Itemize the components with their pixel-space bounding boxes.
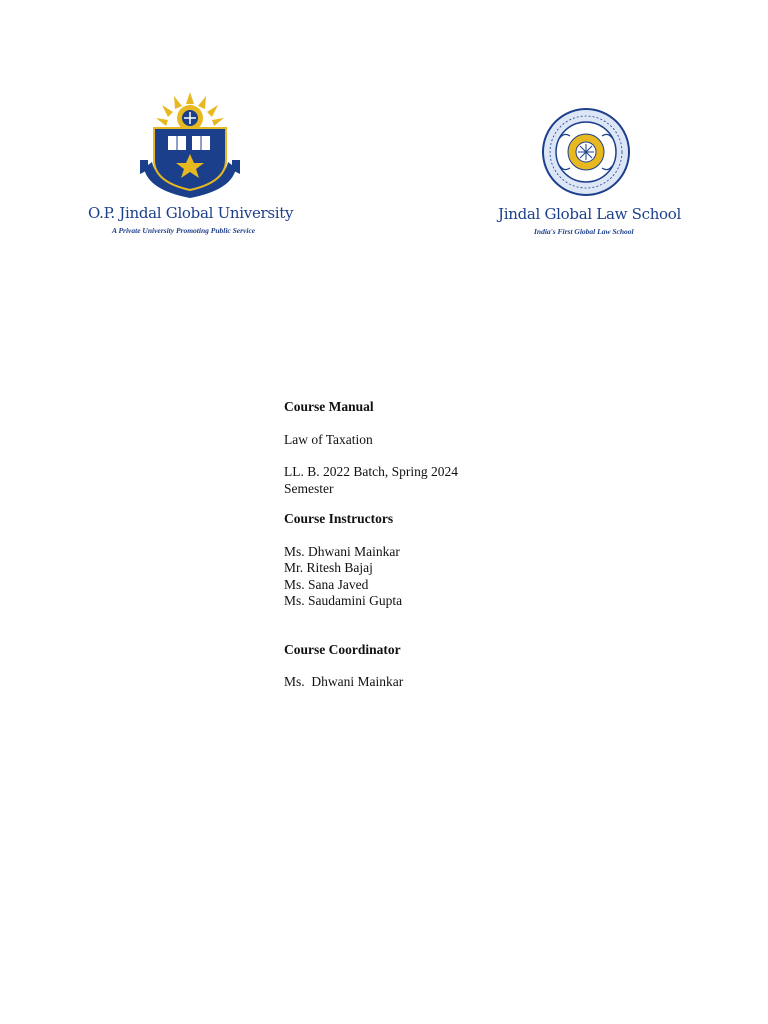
- instructor-name: Ms. Sana Javed: [284, 576, 369, 592]
- law-school-tagline: India's First Global Law School: [534, 227, 634, 236]
- batch-line-1: LL. B. 2022 Batch, Spring 2024: [284, 464, 458, 479]
- university-logo: [88, 90, 292, 240]
- instructor-name: Mr. Ritesh Bajaj: [284, 560, 373, 575]
- coordinator-name: Ms. Dhwani Mainkar: [284, 674, 404, 689]
- law-school-seal-icon: [494, 104, 676, 200]
- course-manual-details: [284, 399, 504, 691]
- instructor-name: Ms. Saudamini Gupta: [284, 593, 403, 608]
- law-school-name: Jindal Global Law School: [498, 205, 682, 223]
- law-school-logo: [494, 104, 682, 240]
- university-tagline: A Private University Promoting Public Service: [112, 226, 256, 235]
- batch-line-2: Semester: [284, 480, 334, 496]
- coordinator-heading: Course Coordinator: [284, 641, 401, 657]
- document-heading: Course Manual: [284, 399, 374, 414]
- university-name: O.P. Jindal Global University: [88, 204, 294, 222]
- instructors-heading: Course Instructors: [284, 511, 394, 526]
- course-name: Law of Taxation: [284, 431, 373, 447]
- instructor-name: Ms. Dhwani Mainkar: [284, 543, 400, 559]
- university-crest-icon: [88, 90, 292, 202]
